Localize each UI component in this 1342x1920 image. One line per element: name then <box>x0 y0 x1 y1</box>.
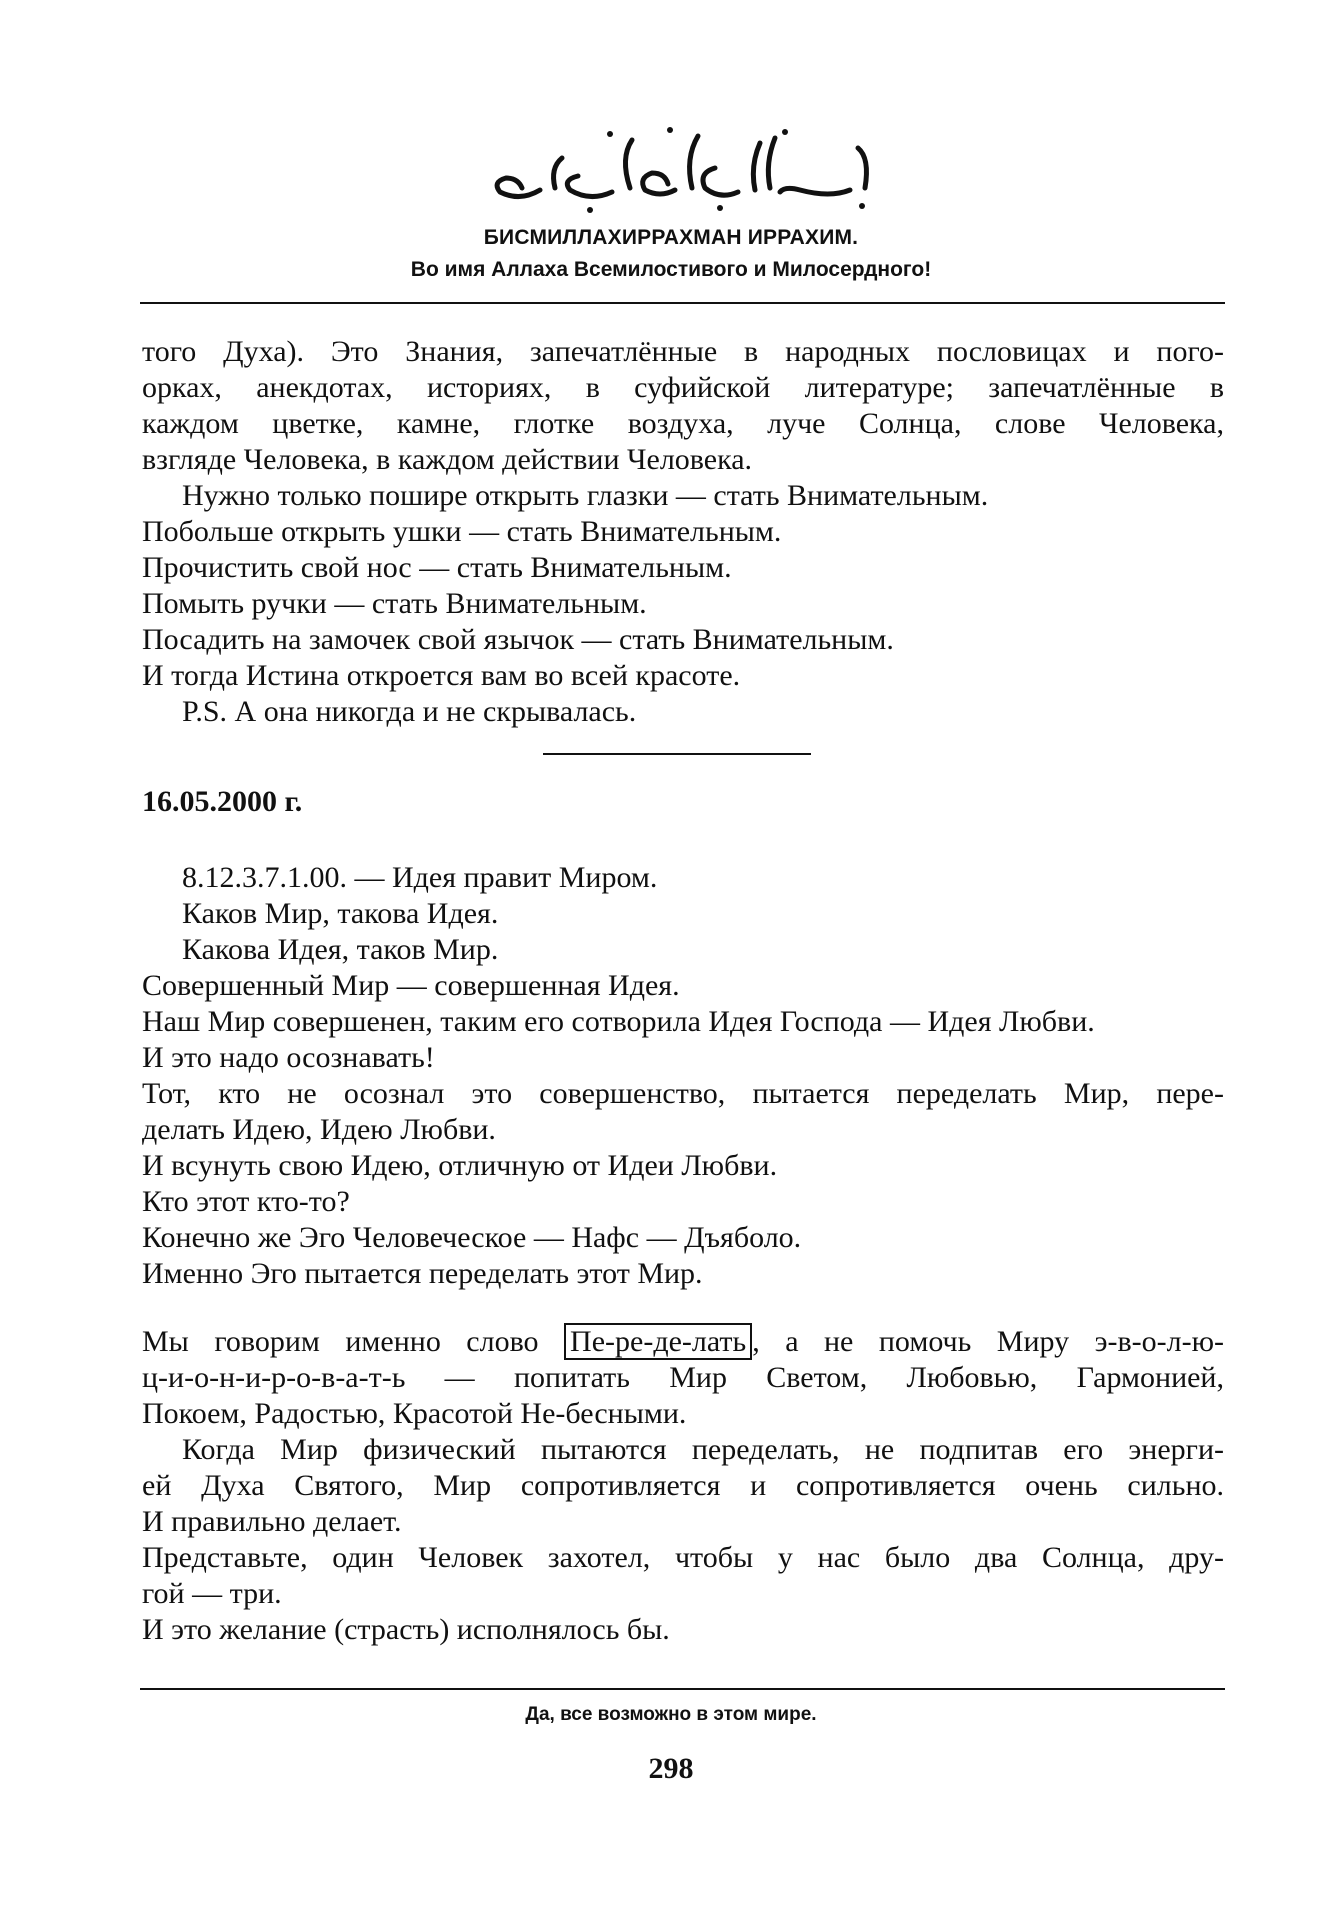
bismillah-calligraphy <box>470 118 890 218</box>
text-line: делать Идею, Идею Любви. <box>142 1113 496 1146</box>
footer-rule <box>140 1688 1225 1690</box>
date-heading: 16.05.2000 г. <box>142 785 303 818</box>
text-line: гой — три. <box>142 1577 282 1610</box>
text-line: Покоем, Радостью, Красотой Не-бесными. <box>142 1397 687 1430</box>
text-line: Прочистить свой нос — стать Внимательным. <box>142 551 732 584</box>
text-line: P.S. А она никогда и не скрывалась. <box>182 695 637 728</box>
text-line: Каков Мир, такова Идея. <box>182 897 499 930</box>
text-line: И тогда Истина откроется вам во всей красоте. <box>142 659 741 692</box>
text-line: орках, анекдотах, историях, в суфийской литературе; запечатлённые в <box>142 371 1224 404</box>
boxed-word: Пе-ре-де-лать <box>564 1323 752 1360</box>
text-line: Какова Идея, таков Мир. <box>182 933 499 966</box>
text-line: И всунуть свою Идею, отличную от Идеи Любви. <box>142 1149 778 1182</box>
text-line: ц-и-о-н-и-р-о-в-а-т-ь — попитать Мир Светом, Любовью, Гармонией, <box>142 1361 1224 1394</box>
section-2 <box>142 860 1224 1292</box>
text-line: того Духа). Это Знания, запечатлённые в народных пословицах и пого- <box>142 335 1224 368</box>
section-divider <box>543 753 811 755</box>
text-line: Совершенный Мир — совершенная Идея. <box>142 969 680 1002</box>
text-line: Нужно только пошире открыть глазки — стать Внимательным. <box>182 479 989 512</box>
header-rule <box>140 302 1225 304</box>
page-number: 298 <box>648 1752 694 1785</box>
text-line: И это желание (страсть) исполнялось бы. <box>142 1613 670 1646</box>
section-3 <box>142 1324 1224 1648</box>
text-line-with-box <box>142 1324 1224 1360</box>
text-line: Тот, кто не осознал это совершенство, пытается переделать Мир, пере- <box>142 1077 1224 1110</box>
text-line: Посадить на замочек свой язычок — стать Внимательным. <box>142 623 894 656</box>
header-title: БИСМИЛЛАХИРРАХМАН ИРРАХИМ. <box>483 226 859 249</box>
section-1 <box>142 334 1224 730</box>
text-line: Кто этот кто-то? <box>142 1185 350 1218</box>
text-line: Представьте, один Человек захотел, чтобы у нас было два Солнца, дру- <box>142 1541 1224 1574</box>
footer-text: Да, все возможно в этом мире. <box>525 1704 817 1725</box>
text-line: И правильно делает. <box>142 1505 402 1538</box>
text-line: каждом цветке, камне, глотке воздуха, луче Солнца, слове Человека, <box>142 407 1224 440</box>
text-line: 8.12.3.7.1.00. — Идея правит Миром. <box>182 861 658 894</box>
text-line: Когда Мир физический пытаются переделать, не подпитав его энерги- <box>182 1433 1224 1466</box>
text-line: Именно Эго пытается переделать этот Мир. <box>142 1257 703 1290</box>
text-line: И это надо осознавать! <box>142 1041 435 1074</box>
text-line: ей Духа Святого, Мир сопротивляется и сопротивляется очень сильно. <box>142 1469 1224 1502</box>
text-line: Побольше открыть ушки — стать Внимательным. <box>142 515 782 548</box>
bismillah-text: بسم الله الرحمن الرحيم <box>470 118 480 119</box>
text-line: Помыть ручки — стать Внимательным. <box>142 587 647 620</box>
text-fragment: Мы говорим именно слово <box>142 1325 565 1358</box>
text-line: Конечно же Эго Человеческое — Нафс — Дъяболо. <box>142 1221 802 1254</box>
text-fragment: , а не помочь Миру э-в-о-л-ю- <box>752 1325 1224 1358</box>
header-subtitle: Во имя Аллаха Всемилостивого и Милосердного! <box>410 258 932 281</box>
text-line: Наш Мир совершенен, таким его сотворила Идея Господа — Идея Любви. <box>142 1005 1095 1038</box>
text-line: взгляде Человека, в каждом действии Человека. <box>142 443 753 476</box>
